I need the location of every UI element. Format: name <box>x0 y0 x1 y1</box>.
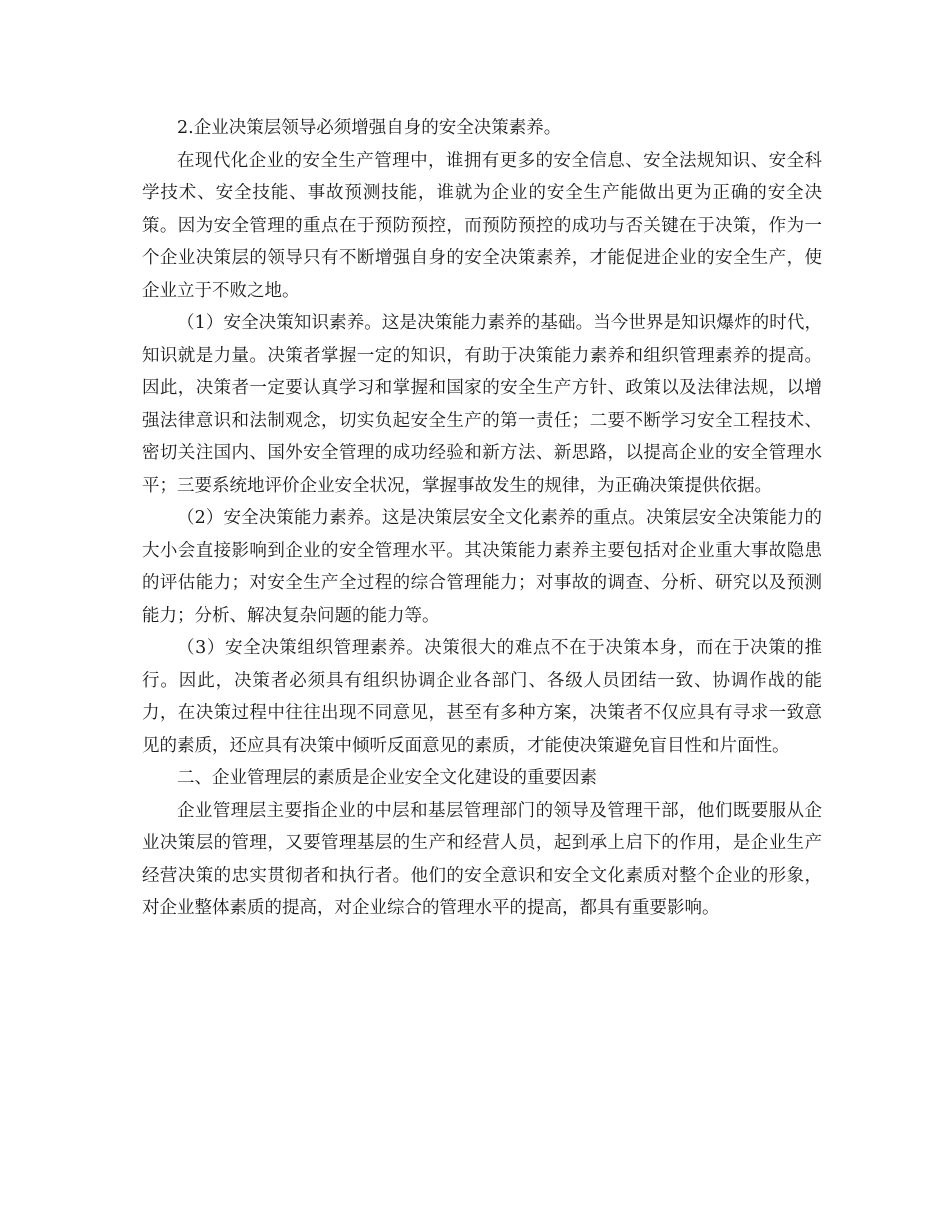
paragraph-intro: 在现代化企业的安全生产管理中，谁拥有更多的安全信息、安全法规知识、安全科学技术、安全技能、事故预测技能，谁就为企业的安全生产能做出更为正确的安全决策。因为安全管理的重点在于预防预控，而预防预控的成功与否关键在于决策，作为一个企业决策层的领导只有不断增强自身的安全决策素养，才能促进企业的安全生产，使企业立于不败之地。 <box>142 150 822 301</box>
paragraph-organization-literacy: （3）安全决策组织管理素养。决策很大的难点不在于决策本身，而在于决策的推行。因此，决策者必须具有组织协调企业各部门、各级人员团结一致、协调作战的能力，在决策过程中往往出现不同意见，甚至有多种方案，决策者不仅应具有寻求一致意见的素质，还应具有决策中倾听反面意见的素质，才能使决策避免盲目性和片面性。 <box>142 638 822 756</box>
section-heading-decision-literacy: 2.企业决策层领导必须增强自身的安全决策素养。 <box>177 118 562 138</box>
document-page <box>142 112 822 925</box>
paragraph-management-layer: 企业管理层主要指企业的中层和基层管理部门的领导及管理干部，他们既要服从企业决策层的管理，又要管理基层的生产和经营人员，起到承上启下的作用，是企业生产经营决策的忠实贯彻者和执行者。他们的安全意识和安全文化素质对整个企业的形象，对企业整体素质的提高，对企业综合的管理水平的提高，都具有重要影响。 <box>142 800 822 918</box>
paragraph-knowledge-literacy: （1）安全决策知识素养。这是决策能力素养的基础。当今世界是知识爆炸的时代，知识就是力量。决策者掌握一定的知识，有助于决策能力素养和组织管理素养的提高。因此，决策者一定要认真学习和掌握和国家的安全生产方针、政策以及法律法规，以增强法律意识和法制观念，切实负起安全生产的第一责任；二要不断学习安全工程技术、密切关注国内、国外安全管理的成功经验和新方法、新思路，以提高企业的安全管理水平；三要系统地评价企业安全状况，掌握事故发生的规律，为正确决策提供依据。 <box>142 313 822 496</box>
paragraph-ability-literacy: （2）安全决策能力素养。这是决策层安全文化素养的重点。决策层安全决策能力的大小会直接影响到企业的安全管理水平。其决策能力素养主要包括对企业重大事故隐患的评估能力；对安全生产全过程的综合管理能力；对事故的调查、分析、研究以及预测能力；分析、解决复杂问题的能力等。 <box>142 508 822 626</box>
section-heading-management-layer: 二、企业管理层的素质是企业安全文化建设的重要因素 <box>177 768 597 788</box>
